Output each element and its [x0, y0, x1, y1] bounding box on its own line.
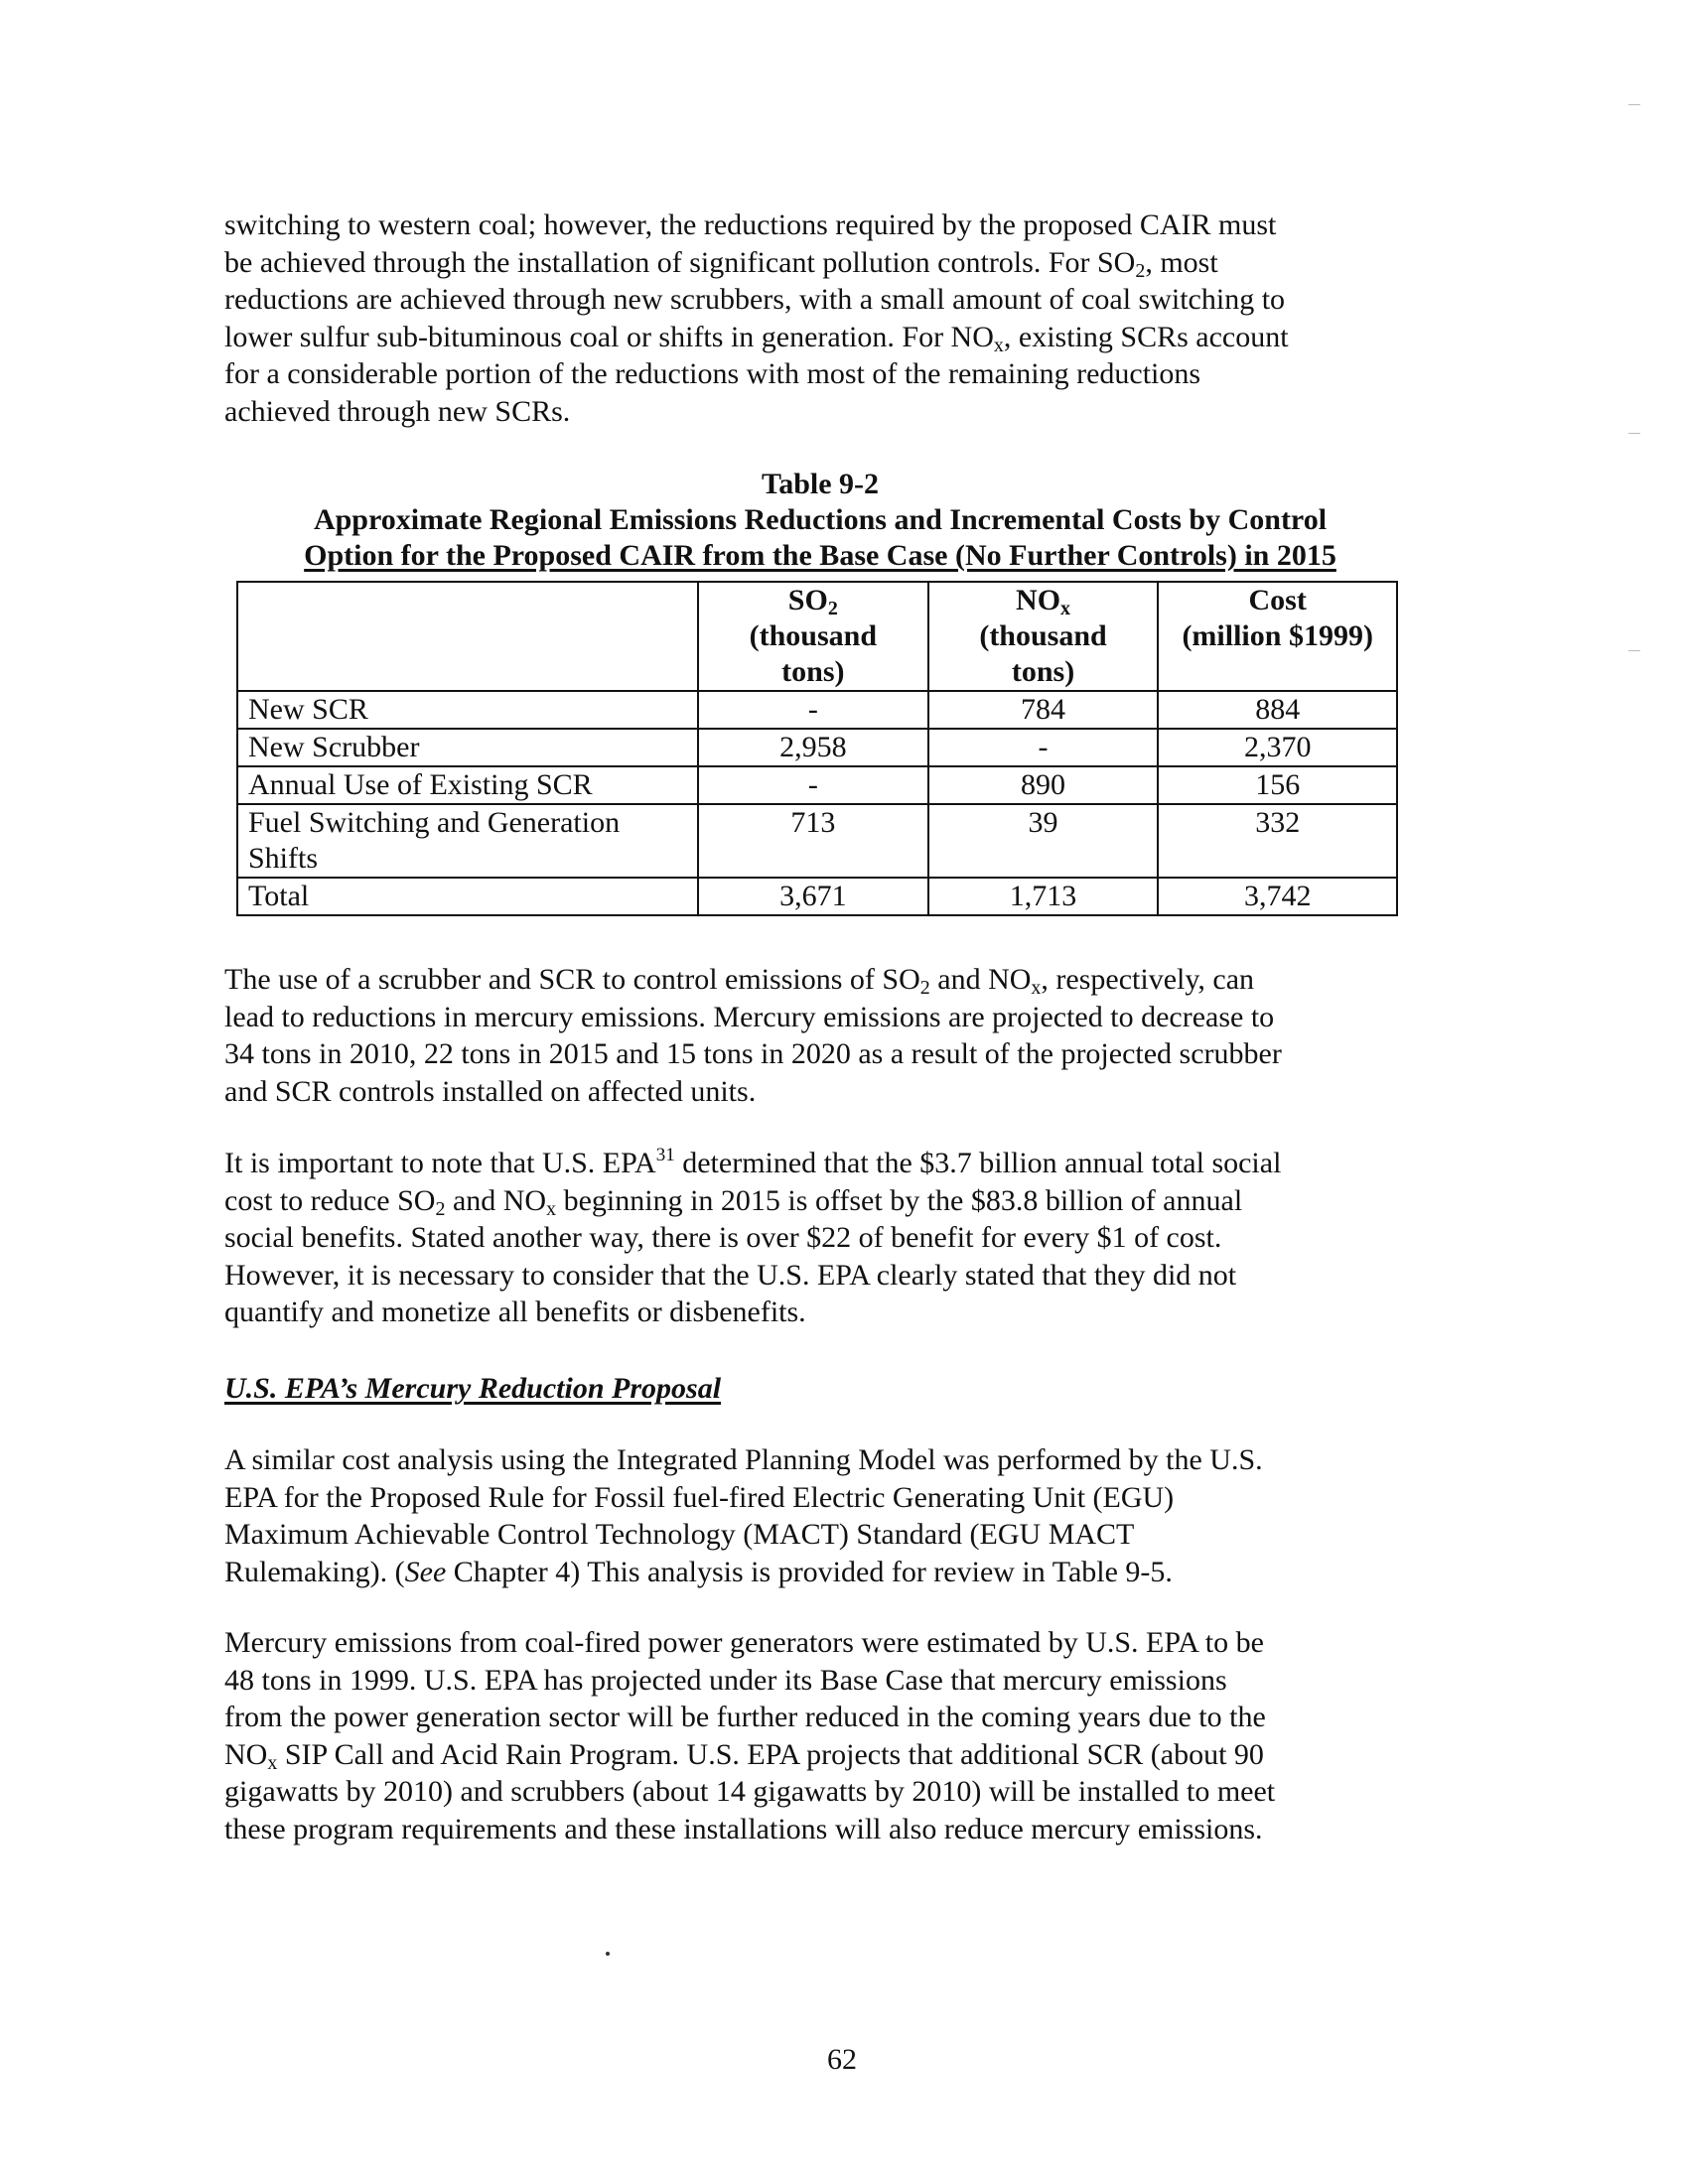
para2-line-4: and SCR controls installed on affected units. — [224, 1074, 757, 1108]
para5-line-3: from the power generation sector will be further reduced in the coming years due to the — [224, 1701, 1266, 1733]
page-number: 62 — [827, 2043, 857, 2076]
intro-line-2: be achieved through the installation of significant pollution controls. For $SO_2$, most — [224, 245, 1218, 282]
margin-mark — [1628, 433, 1640, 434]
cell-so2: 3,671 — [698, 878, 928, 915]
row-label: Fuel Switching and Generation Shifts — [237, 804, 698, 878]
cell-cost: 156 — [1158, 766, 1397, 804]
header-cost: Cost (million $1999) — [1158, 582, 1397, 691]
row-label: New SCR — [237, 691, 698, 729]
para4-line-3: Maximum Achievable Control Technology (MACT) Standard (EGU MACT — [224, 1518, 1135, 1551]
table-caption — [224, 467, 1416, 574]
para3-line-5: quantify and monetize all benefits or disbenefits. — [224, 1296, 806, 1328]
table-row — [237, 766, 1397, 804]
para4-line-4: Rulemaking). (See Chapter 4) This analysis is provided for review in Table 9-5. — [224, 1555, 1173, 1588]
cell-cost: 3,742 — [1158, 878, 1397, 915]
para3-line-2: cost to reduce $SO_2$ and $NO_x$ beginning in 2015 is offset by the $83.8 billion of annual — [224, 1183, 1243, 1220]
cost-analysis-paragraph — [224, 1441, 1416, 1590]
intro-line-6: achieved through new SCRs. — [224, 394, 571, 428]
header-blank — [237, 582, 698, 691]
cell-nox: 784 — [928, 691, 1159, 729]
table-row — [237, 729, 1397, 766]
table-header-row — [237, 582, 1397, 691]
scan-speck — [606, 1952, 610, 1956]
table-row — [237, 804, 1397, 878]
intro-line-3: reductions are achieved through new scrubbers, with a small amount of coal switching to — [224, 283, 1286, 316]
cell-so2: - — [698, 691, 928, 729]
cell-nox: 39 — [928, 804, 1159, 878]
para5-line-2: 48 tons in 1999. U.S. EPA has projected under its Base Case that mercury emissions — [224, 1663, 1227, 1697]
mercury-paragraph — [224, 961, 1416, 1110]
para3-line-4: However, it is necessary to consider that the U.S. EPA clearly stated that they did not — [224, 1258, 1237, 1292]
table-title-line-2: Option for the Proposed CAIR from the Base Case (No Further Controls) in 2015 — [304, 539, 1336, 572]
para5-line-1: Mercury emissions from coal-fired power generators were estimated by U.S. EPA to be — [224, 1626, 1264, 1659]
cell-nox: 890 — [928, 766, 1159, 804]
cell-cost: 332 — [1158, 804, 1397, 878]
para4-line-2: EPA for the Proposed Rule for Fossil fuel-fired Electric Generating Unit (EGU) — [224, 1480, 1175, 1514]
para5-line-5: gigawatts by 2010) and scrubbers (about 14 gigawatts by 2010) will be installed to meet — [224, 1775, 1276, 1808]
table-total-row — [237, 878, 1397, 915]
cell-so2: - — [698, 766, 928, 804]
table-row — [237, 691, 1397, 729]
row-label: New Scrubber — [237, 729, 698, 766]
intro-line-1: switching to western coal; however, the reductions required by the proposed CAIR must — [224, 208, 1277, 241]
header-so2: $SO_2$ (thousand tons) — [698, 582, 928, 691]
cell-nox: - — [928, 729, 1159, 766]
para3-line-1: It is important to note that U.S. EPA$^{31}$ determined that the $3.7 billion annual total social — [224, 1145, 1282, 1179]
para4-line-1: A similar cost analysis using the Integrated Planning Model was performed by the U.S. — [224, 1443, 1263, 1476]
cell-so2: 2,958 — [698, 729, 928, 766]
margin-mark — [1628, 650, 1640, 651]
cell-cost: 884 — [1158, 691, 1397, 729]
row-label: Total — [237, 878, 698, 915]
para5-line-6: these program requirements and these installations will also reduce mercury emissions. — [224, 1812, 1263, 1845]
mercury-estimates-paragraph — [224, 1624, 1416, 1847]
para2-line-1: The use of a scrubber and SCR to control emissions of $SO_2$ and $NO_x$, respectively, can — [224, 963, 1255, 999]
emissions-reductions-table — [236, 581, 1398, 916]
section-heading: U.S. EPA’s Mercury Reduction Proposal — [224, 1372, 722, 1405]
para2-line-2: lead to reductions in mercury emissions. Mercury emissions are projected to decrease to — [224, 1000, 1275, 1033]
row-label: Annual Use of Existing SCR — [237, 766, 698, 804]
intro-paragraph — [224, 206, 1416, 430]
intro-line-5: for a considerable portion of the reductions with most of the remaining reductions — [224, 357, 1201, 390]
intro-line-4: lower sulfur sub-bituminous coal or shifts in generation. For $NO_x$, existing SCRs account — [224, 320, 1289, 356]
cell-nox: 1,713 — [928, 878, 1159, 915]
para3-line-3: social benefits. Stated another way, there is over $22 of benefit for every $1 of cost. — [224, 1221, 1222, 1254]
header-nox: $NO_x$ (thousand tons) — [928, 582, 1159, 691]
cell-so2: 713 — [698, 804, 928, 878]
benefits-paragraph — [224, 1145, 1416, 1331]
para2-line-3: 34 tons in 2010, 22 tons in 2015 and 15 tons in 2020 as a result of the projected scrubber — [224, 1037, 1282, 1070]
margin-mark — [1628, 104, 1640, 105]
table-label: Table 9-2 — [761, 468, 880, 500]
table-title-line-1: Approximate Regional Emissions Reductions and Incremental Costs by Control — [313, 503, 1328, 536]
para5-line-4: $NO_x$ SIP Call and Acid Rain Program. U.S. EPA projects that additional SCR (about 90 — [224, 1737, 1264, 1774]
cell-cost: 2,370 — [1158, 729, 1397, 766]
